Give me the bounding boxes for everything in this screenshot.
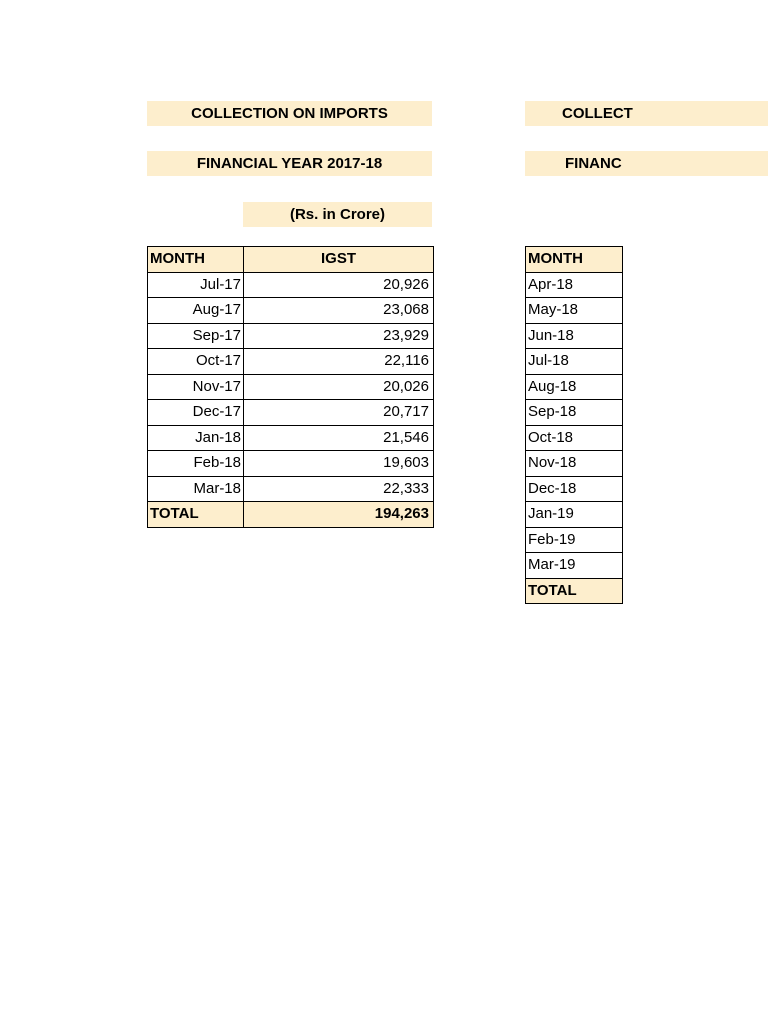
table-row	[526, 476, 623, 502]
igst-cell: 23,929	[244, 323, 434, 349]
right-header-month: MONTH	[526, 247, 623, 273]
table-row	[148, 323, 434, 349]
total-label: TOTAL	[526, 578, 623, 604]
month-cell: Nov-17	[148, 374, 244, 400]
table-row	[148, 298, 434, 324]
left-igst-table	[147, 246, 434, 528]
unit-banner	[243, 202, 432, 227]
igst-cell: 22,333	[244, 476, 434, 502]
table-row	[148, 425, 434, 451]
igst-cell: 22,116	[244, 349, 434, 375]
month-cell: Feb-18	[148, 451, 244, 477]
left-title-banner	[147, 101, 432, 126]
table-row	[148, 400, 434, 426]
table-row	[148, 272, 434, 298]
total-label: TOTAL	[148, 502, 244, 528]
igst-cell: 21,546	[244, 425, 434, 451]
month-cell: Jan-18	[148, 425, 244, 451]
right-title: COLLECT	[562, 105, 633, 122]
month-cell: Oct-18	[526, 425, 623, 451]
table-row	[526, 272, 623, 298]
igst-cell: 19,603	[244, 451, 434, 477]
month-cell: Mar-19	[526, 553, 623, 579]
unit-label: (Rs. in Crore)	[289, 206, 385, 223]
month-cell: Aug-18	[526, 374, 623, 400]
month-cell: Dec-18	[526, 476, 623, 502]
left-header-month: MONTH	[148, 247, 244, 273]
table-row	[148, 349, 434, 375]
month-cell: Dec-17	[148, 400, 244, 426]
igst-cell: 20,717	[244, 400, 434, 426]
right-title-banner	[525, 101, 768, 126]
right-months-table	[525, 246, 623, 604]
left-header-row	[148, 247, 434, 273]
table-row	[526, 400, 623, 426]
total-row	[148, 502, 434, 528]
month-cell: Jul-18	[526, 349, 623, 375]
igst-cell: 23,068	[244, 298, 434, 324]
igst-cell: 20,926	[244, 272, 434, 298]
right-year: FINANC	[565, 155, 622, 172]
left-header-igst: IGST	[244, 247, 434, 273]
table-row	[526, 298, 623, 324]
month-cell: Jan-19	[526, 502, 623, 528]
right-year-banner	[525, 151, 768, 176]
left-year: FINANCIAL YEAR 2017-18	[196, 155, 383, 172]
month-cell: Sep-18	[526, 400, 623, 426]
table-row	[148, 451, 434, 477]
month-cell: Aug-17	[148, 298, 244, 324]
right-header-row	[526, 247, 623, 273]
table-row	[526, 425, 623, 451]
month-cell: Sep-17	[148, 323, 244, 349]
month-cell: May-18	[526, 298, 623, 324]
table-row	[526, 349, 623, 375]
month-cell: Jun-18	[526, 323, 623, 349]
left-title: COLLECTION ON IMPORTS	[191, 105, 388, 122]
table-row	[526, 374, 623, 400]
table-row	[526, 553, 623, 579]
month-cell: Oct-17	[148, 349, 244, 375]
table-row	[148, 374, 434, 400]
month-cell: Apr-18	[526, 272, 623, 298]
table-row	[148, 476, 434, 502]
month-cell: Feb-19	[526, 527, 623, 553]
month-cell: Nov-18	[526, 451, 623, 477]
table-row	[526, 323, 623, 349]
table-row	[526, 502, 623, 528]
table-row	[526, 451, 623, 477]
table-row	[526, 527, 623, 553]
igst-cell: 20,026	[244, 374, 434, 400]
month-cell: Jul-17	[148, 272, 244, 298]
left-year-banner	[147, 151, 432, 176]
total-row	[526, 578, 623, 604]
total-igst: 194,263	[244, 502, 434, 528]
month-cell: Mar-18	[148, 476, 244, 502]
